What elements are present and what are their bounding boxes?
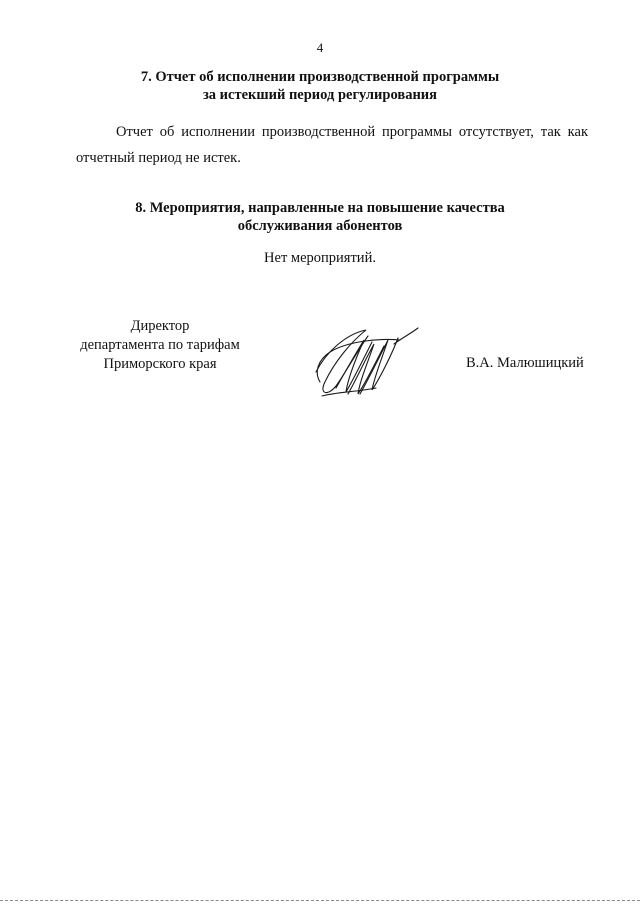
section-8-heading <box>0 199 640 235</box>
section-8-title-line1: 8. Мероприятия, направленные на повышение качества <box>135 200 505 216</box>
signer-position-line3: Приморского края <box>103 356 217 372</box>
section-7-text-line1: Отчет об исполнении производственной программы отсутствует, так как <box>116 124 588 140</box>
section-7-text-line2: отчетный период не истек. <box>76 150 241 166</box>
signer-position-line2: департамента по тарифам <box>80 337 240 353</box>
signer-position <box>60 317 260 374</box>
section-7-heading <box>0 68 640 104</box>
section-7-title-line1: 7. Отчет об исполнении производственной программы <box>140 69 500 85</box>
section-7-title-line2: за истекший период регулирования <box>202 87 438 103</box>
signer-name: В.А. Малюшицкий <box>466 355 584 371</box>
section-8-text: Нет мероприятий. <box>264 250 376 266</box>
signer-position-line1: Директор <box>130 318 190 334</box>
section-7-paragraph <box>76 119 588 171</box>
section-8-title-line2: обслуживания абонентов <box>237 218 403 234</box>
handwritten-signature <box>306 322 426 402</box>
scan-edge-divider <box>0 900 640 902</box>
page-number: 4 <box>316 40 324 55</box>
